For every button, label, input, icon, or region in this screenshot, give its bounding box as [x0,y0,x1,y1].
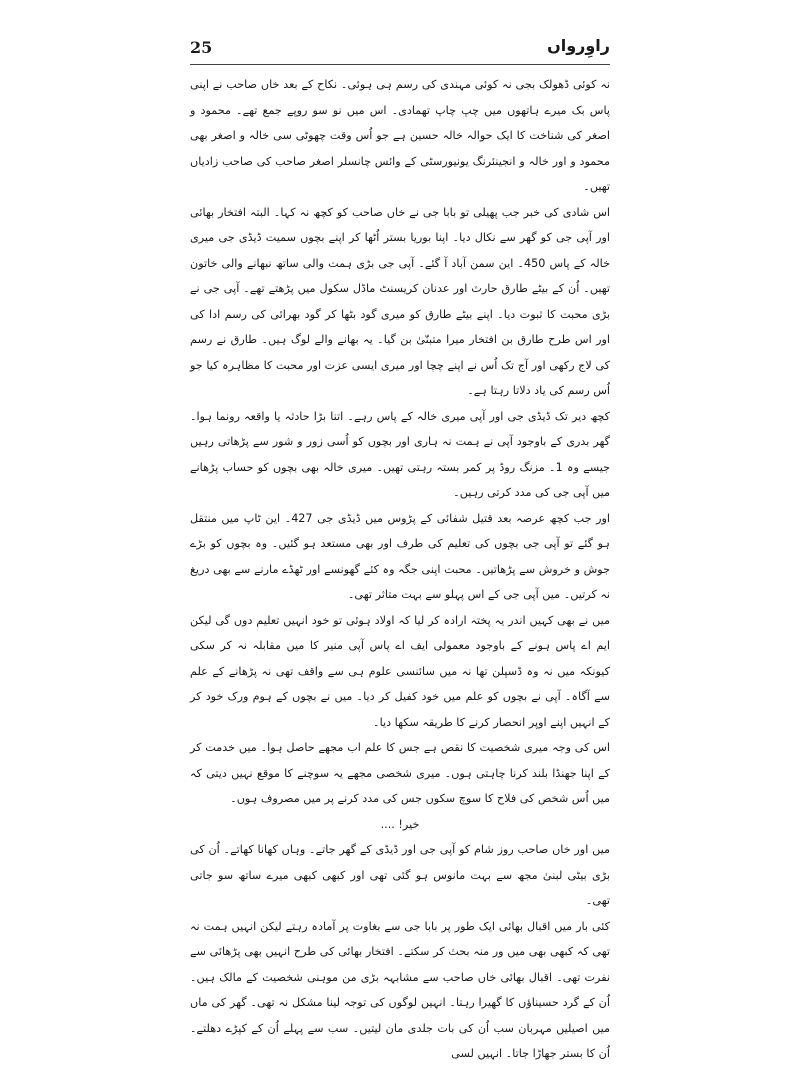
header-rule [190,64,610,65]
page-number: 25 [190,38,213,57]
paragraph: کئی بار میں اقبال بھائی ایک طور پر بابا جی سے بغاوت پر آمادہ رہتے لیکن انہیں ہمت نہ تھی کہ کبھی بھی میں ور منہ بحث کر سکتے۔ افتخار بھائی کی طرح انہیں بھی پڑھائی سے نفرت تھی۔ اقبال بھائی خاں صاحب سے مشابہہ بڑی من موہنی شخصیت کے مالک ہیں۔ اُن کے گرد حسیناؤں کا گھیرا رہتا۔ انہیں لوگوں کی توجہ لینا مشکل نہ تھی۔ گھر کی ماں میں اصیلیں مہربان سب اُن کی بات جلدی مان لیتیں۔ سب سے پہلے اُن کے کپڑے دھلتے۔ اُن کا بستر جھاڑا جاتا۔ انہیں لسی [190,919,610,1060]
paragraph: خیر! .... [380,817,420,831]
paragraph: میں نے بھی کہیں اندر یہ پختہ ارادہ کر لیا کہ اولاد ہوئی تو خود انہیں تعلیم دوں گی لیکن ایم اے پاس ہونے کے باوجود معمولی ایف اے پاس آپی منیر کا میں مقابلہ نہ کر سکی کیونکہ میں نہ وہ ڈسپلن تھا نہ میں سائنسی علوم ہی سے واقف تھی نہ پڑھانے کے علم سے آگاہ۔ آپی نے بچوں کو علم میں خود کفیل کر دیا۔ میں نے بچوں کے ہوم ورک خود کر کے انہیں اپنے اوپر انحصار کرنے کا طریقہ سکھا دیا۔ [190,613,610,729]
page-header [190,38,610,60]
paragraph: میں اور خاں صاحب روز شام کو آپی جی اور ڈیڈی کے گھر جاتے۔ وہاں کھانا کھاتے۔ اُن کی بڑی بیٹی لبنیٰ مجھ سے بہت مانوس ہو گئی تھی اور کبھی کبھی میرے ساتھ سو جاتی تھی۔ [190,843,610,907]
paragraph: اور جب کچھ عرصہ بعد قتیل شفائی کے پڑوس میں ڈیڈی جی 427۔ این ٹاپ میں منتقل ہو گئے تو آپی جی بچوں کی تعلیم کی طرف اور بھی مستعد ہو گئیں۔ وہ بچوں کو بڑے جوش و خروش سے پڑھاتیں۔ محبت اپنی جگہ وہ کئے گھونسے اور ٹھڈے مارنے سے بھی دریغ نہ کرتیں۔ میں آپی جی کے اس پہلو سے بہت متاثر تھی۔ [190,511,610,601]
running-title: راوِرواں [547,36,610,55]
paragraph: کچھ دیر تک ڈیڈی جی اور آپی میری خالہ کے پاس رہے۔ اتنا بڑا حادثہ یا واقعہ رونما ہوا۔ گھر بدری کے باوجود آپی نے ہمت نہ ہاری اور بچوں کو اُسی زور و شور سے پڑھاتی رہیں جیسے وہ 1۔ مزنگ روڈ پر کمر بستہ رہتی تھیں۔ میری خالہ بھی بچوں کو حساب پڑھانے میں آپی جی کی مدد کرتی رہیں۔ [190,409,610,499]
body-text [190,72,610,1067]
paragraph: اس کی وجہ میری شخصیت کا نقص ہے جس کا علم اب مجھے حاصل ہوا۔ میں خدمت کر کے اپنا جھنڈا بلند کرنا چاہتی ہوں۔ میری شخصی مجھے یہ سوچنے کا موقع نہیں دیتی کہ میں اُس شخص کی فلاح کا سوچ سکوں جس کی مدد کرنے پر میں مصروف ہوں۔ [190,741,610,805]
paragraph: نہ کوئی ڈھولک بجی نہ کوئی مہندی کی رسم ہی ہوئی۔ نکاح کے بعد خاں صاحب نے اپنی پاس بک میرے ہاتھوں میں چپ چاپ تھمادی۔ اس میں نو سو روپے جمع تھے۔ محمود و اصغر کی شناخت کا ایک حوالہ خالہ حسین ہے جو اُس وقت چھوٹی سی خالہ و اصغر بھی محمود و اور خالہ و انجینئرنگ یونیورسٹی کے وائس چانسلر اصغر صاحب کی صاحب زادیاں تھیں۔ [190,78,610,193]
paragraph: اس شادی کی خبر جب پھیلی تو بابا جی نے خاں صاحب کو کچھ نہ کہا۔ البتہ افتخار بھائی اور آپی جی کو گھر سے نکال دیا۔ اپنا بوریا بستر اُٹھا کر اپنے بچوں سمیت ڈیڈی جی میری خالہ کے پاس 450۔ این سمن آباد آ گئے۔ آپی جی بڑی ہمت والی ساتھ نبھانے والی خاتون تھیں۔ اُن کے بیٹے طارق حارث اور عدنان کریسنٹ ماڈل سکول میں پڑھتے تھے۔ آپی جی نے بڑی محبت کا ثبوت دیا۔ اپنے بیٹے طارق کو میری گود بٹھا کر گود بھرائی کی رسم ادا کی اور اس طرح طارق بن افتخار میرا متبنّیٰ بن گیا۔ یہ بھانے والے لوگ ہیں۔ طارق نے رسم کی لاج رکھی اور آج تک اُس نے اپنے چچا اور میری ایسی عزت اور محبت کا مظاہرہ کیا جو اُس رسم کی یاد دلاتا رہتا ہے۔ [190,205,610,397]
